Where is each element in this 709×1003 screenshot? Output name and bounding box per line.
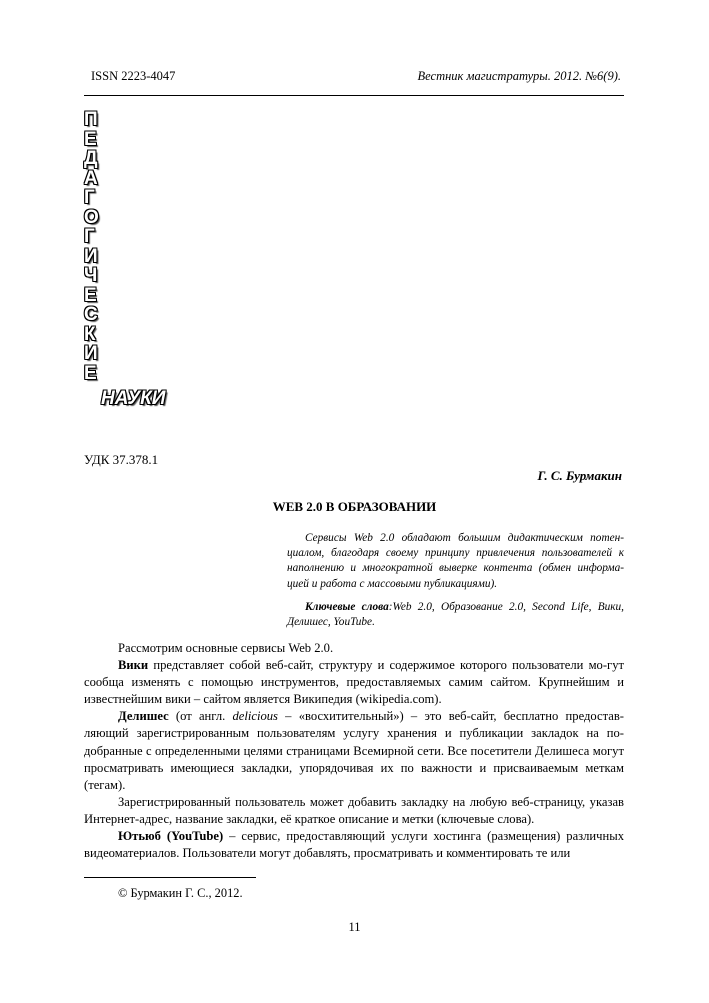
section-heading-vertical bbox=[84, 110, 104, 383]
journal-reference: Вестник магистратуры. 2012. №6(9). bbox=[417, 69, 621, 83]
footnote-copyright: © Бурмакин Г. С., 2012. bbox=[118, 886, 243, 900]
body-paragraph bbox=[84, 828, 624, 862]
abstract bbox=[287, 531, 624, 592]
section-letter: С bbox=[84, 304, 98, 325]
section-letter: Г bbox=[84, 187, 95, 208]
section-letter: Ч bbox=[84, 265, 98, 286]
body-paragraph bbox=[84, 708, 624, 793]
body-paragraph: Зарегистрированный пользователь может добавить закладку на любую веб-страницу, указав Интернет-адрес, название закладки, её краткое описание и метки (ключевые слова). bbox=[84, 794, 624, 826]
article-title bbox=[0, 499, 709, 515]
term-wiki: Вики bbox=[118, 658, 149, 673]
udk-code: УДК 37.378.1 bbox=[84, 452, 159, 467]
term-delicious: Делишес bbox=[118, 709, 169, 724]
term-youtube: Ютьюб (YouTube) bbox=[118, 829, 224, 844]
footnote-rule bbox=[84, 877, 256, 878]
header-rule bbox=[84, 95, 624, 96]
abstract-text: Сервисы Web 2.0 обладают большим дидактическим потен-циалом, благодаря своему принципу привлечения пользователей к наполнению и многократной выверке контента (обмен информа-цией и работа с массовыми публикациями). bbox=[287, 532, 624, 590]
section-letter: Е bbox=[84, 362, 97, 384]
section-letter: О bbox=[84, 206, 99, 228]
keywords-text: :Web 2.0, Образование 2.0, Second Life, Вики, Делишес, YouTube. bbox=[287, 601, 624, 629]
section-letter: Е bbox=[84, 128, 97, 150]
issn: ISSN 2223-4047 bbox=[91, 69, 176, 83]
section-letter: Е bbox=[84, 284, 97, 306]
page-number: 11 bbox=[348, 920, 361, 934]
author: Г. С. Бурмакин bbox=[537, 468, 622, 483]
body-text: (от англ. bbox=[168, 709, 233, 724]
keywords-label: Ключевые слова bbox=[305, 601, 389, 613]
article-title-text: WEB 2.0 В ОБРАЗОВАНИИ bbox=[272, 499, 437, 514]
section-letter: А bbox=[84, 167, 98, 189]
section-letter: И bbox=[84, 343, 98, 364]
body-text: – «восхитительный») – это веб-сайт, бесплатно предостав-ляющий зарегистрированным пользователям услугу хранения и публикации закладок на по-добранные с определенными целями страницами Всемирной сети. Все посетители Делишеса могут просматривать имеющиеся закладки, упорядочивая их по важности и присваиваемым меткам (тегам). bbox=[84, 709, 625, 792]
english-word: delicious bbox=[232, 709, 278, 724]
section-letter: Г bbox=[84, 226, 95, 247]
section-heading-nauki: НАУКИ bbox=[101, 388, 166, 409]
keywords bbox=[287, 600, 624, 630]
section-letter: Д bbox=[84, 148, 98, 169]
keywords-paragraph bbox=[287, 600, 624, 630]
body-text: – сервис, предоставляющий услуги хостинга (размещения) различных видеоматериалов. Пользователи могут добавлять, просматривать и комментировать те или bbox=[84, 829, 624, 861]
article-body bbox=[84, 640, 624, 862]
section-letter: П bbox=[84, 109, 98, 130]
section-letter: К bbox=[84, 323, 96, 345]
section-letter: И bbox=[84, 245, 98, 267]
body-paragraph bbox=[84, 657, 624, 708]
body-paragraph: Рассмотрим основные сервисы Web 2.0. bbox=[118, 641, 334, 655]
body-text: представляет собой веб-сайт, структуру и содержимое которого пользователи мо-гут сообща изменять с помощью инструментов, предоставляемых самим сайтом. Крупнейшим и известнейшим вики – сайтом является Википедия (wikipedia.com). bbox=[84, 658, 624, 707]
